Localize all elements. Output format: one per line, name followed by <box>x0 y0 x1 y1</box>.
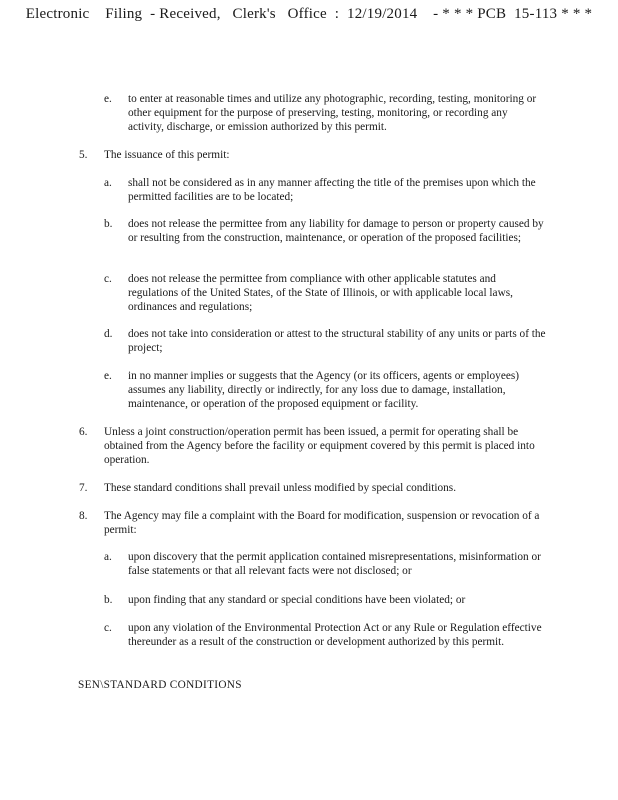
item-6-text: Unless a joint construction/operation permit has been issued, a permit for operating shall be obtained from the Agency before the facility or equipment covered by this permit is placed into operation. <box>104 426 535 466</box>
item-4e-letter: e. <box>104 93 112 105</box>
item-5e-letter: e. <box>104 370 112 382</box>
item-8c-letter: c. <box>104 622 112 634</box>
item-8-text: The Agency may file a complaint with the Board for modification, suspension or revocation of a permit: <box>104 510 540 536</box>
item-8a-letter: a. <box>104 551 112 563</box>
item-5-number: 5. <box>79 149 88 161</box>
item-5b-letter: b. <box>104 218 113 230</box>
item-5-text: The issuance of this permit: <box>104 149 230 161</box>
footer-heading: SEN\STANDARD CONDITIONS <box>78 679 242 691</box>
item-5e-text: in no manner implies or suggests that the Agency (or its officers, agents or employees) assumes any liability, directly or indirectly, for any loss due to damage, installation, maintenance, or operation of the proposed equipment or facility. <box>128 370 520 410</box>
item-8b-text: upon finding that any standard or special conditions have been violated; or <box>128 594 466 606</box>
filing-stamp: Electronic Filing - Received, Clerk's Office : 12/19/2014 - * * * PCB 15-113 * * * <box>25 6 593 22</box>
item-5b-text: does not release the permittee from any liability for damage to person or property caused by or resulting from the construction, maintenance, or operation of the proposed facilities; <box>128 218 544 244</box>
item-5d-text: does not take into consideration or attest to the structural stability of any units or parts of the project; <box>128 328 546 354</box>
item-5a-text: shall not be considered as in any manner affecting the title of the premises upon which the permitted facilities are to be located; <box>128 177 536 203</box>
item-5d-letter: d. <box>104 328 113 340</box>
item-5c-text: does not release the permittee from compliance with other applicable statutes and regulations of the United States, of the State of Illinois, or with applicable local laws, ordinances and regulations; <box>128 273 513 313</box>
item-5a-letter: a. <box>104 177 112 189</box>
item-5c-letter: c. <box>104 273 112 285</box>
item-6-number: 6. <box>79 426 88 438</box>
item-8c-text: upon any violation of the Environmental Protection Act or any Rule or Regulation effective thereunder as a result of the construction or development authorized by this permit. <box>128 622 542 648</box>
item-7-number: 7. <box>79 482 88 494</box>
item-8a-text: upon discovery that the permit application contained misrepresentations, misinformation or false statements or that all relevant facts were not disclosed; or <box>128 551 541 577</box>
item-7-text: These standard conditions shall prevail unless modified by special conditions. <box>104 482 457 494</box>
item-4e-text: to enter at reasonable times and utilize any photographic, recording, testing, monitoring or other equipment for the purpose of preserving, testing, monitoring, or recording any activity, discharge, or emission authorized by this permit. <box>128 93 537 133</box>
item-8b-letter: b. <box>104 594 113 606</box>
item-8-number: 8. <box>79 510 88 522</box>
